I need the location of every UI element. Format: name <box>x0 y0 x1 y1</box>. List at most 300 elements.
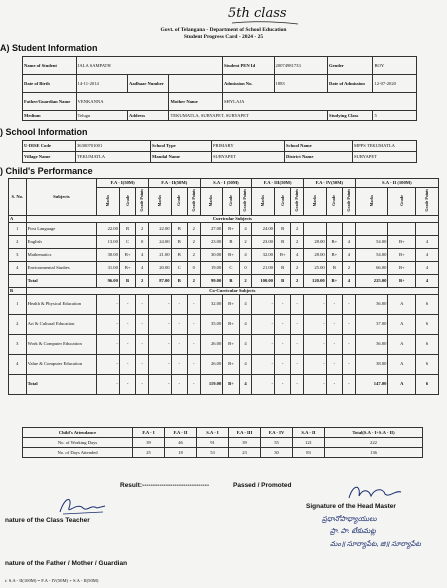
score-cell: - <box>343 294 356 314</box>
score-cell: 66.00 <box>355 261 388 274</box>
score-cell: A <box>388 374 416 394</box>
attendance-row <box>23 448 423 458</box>
admno-label: Admission No. <box>222 75 274 93</box>
udise-label: U-DISE Code <box>23 141 76 152</box>
score-cell: B <box>274 274 290 287</box>
score-cell: - <box>171 354 187 374</box>
score-cell: - <box>187 374 200 394</box>
score-cell: B+ <box>119 248 135 261</box>
grade-subheader: Grade <box>398 194 404 206</box>
score-cell: B+ <box>223 334 239 354</box>
student-address: TEKUMATLA, SURYAPET, SURYAPET <box>169 111 328 121</box>
student-pen: 20074981733 <box>274 57 328 75</box>
student-doa: 12-07-2020 <box>373 75 417 93</box>
school-name: MPPS TEKUMATLA <box>353 141 417 152</box>
student-info-table <box>22 56 417 121</box>
score-cell: 4 <box>343 248 356 261</box>
school-name-label: School Name <box>285 141 353 152</box>
score-cell: 0 <box>239 261 252 274</box>
score-cell: 225.00 <box>355 274 388 287</box>
score-cell: B+ <box>388 235 416 248</box>
score-cell: 22.00 <box>148 222 171 235</box>
score-cell: 37.00 <box>355 314 388 334</box>
score-cell: 6 <box>416 334 439 354</box>
attendance-value: 30 <box>261 448 293 458</box>
score-cell: - <box>148 334 171 354</box>
attendance-row <box>23 438 423 448</box>
footnote: i: S.A - II(100M) = F.A - IV(50M) + S.A - II(50M) <box>5 578 99 583</box>
grade-points-subheader: Grade Points <box>190 189 196 212</box>
score-cell: 23.00 <box>252 235 275 248</box>
score-cell: B+ <box>223 294 239 314</box>
attendance-label: No. of Working Days <box>23 438 133 448</box>
dob-label: Date of Birth <box>23 75 77 93</box>
attendance-value: 25 <box>133 448 165 458</box>
attendance-value: 39 <box>229 438 261 448</box>
score-cell: - <box>304 334 327 354</box>
attendance-header: F.A - II <box>165 428 197 438</box>
score-cell: B <box>274 261 290 274</box>
score-cell: 21.00 <box>148 248 171 261</box>
score-cell: - <box>326 334 342 354</box>
section-a-label: A <box>9 215 27 222</box>
score-cell: - <box>97 334 120 354</box>
row-number <box>9 274 27 287</box>
grade-points-subheader-cell <box>187 188 200 216</box>
student-dob: 14-11-2014 <box>76 75 128 93</box>
row-number: 1 <box>9 222 27 235</box>
score-cell: 2 <box>187 248 200 261</box>
score-cell: 28.00 <box>304 248 327 261</box>
score-cell: 4 <box>136 261 149 274</box>
row-number: 4 <box>9 354 27 374</box>
score-cell: 4 <box>416 248 439 261</box>
attendance-header: S.A - II <box>293 428 325 438</box>
handwritten-class-note: 5th class <box>228 6 287 21</box>
score-cell: 4 <box>239 334 252 354</box>
score-cell: 23.00 <box>200 235 223 248</box>
grade-points-subheader-cell <box>343 188 356 216</box>
score-cell: - <box>304 354 327 374</box>
score-cell: - <box>148 294 171 314</box>
grade-points-subheader: Grade Points <box>242 189 248 212</box>
score-cell: - <box>326 374 342 394</box>
score-cell <box>343 222 356 235</box>
cocurricular-row <box>9 354 439 374</box>
score-cell: - <box>136 294 149 314</box>
attendance-header: S.A - I <box>197 428 229 438</box>
marks-subheader: Marks <box>156 194 162 206</box>
attendance-value: 136 <box>325 448 423 458</box>
score-cell: 13.00 <box>97 235 120 248</box>
doa-label: Date of Admission <box>328 75 373 93</box>
score-cell: - <box>171 334 187 354</box>
marks-subheader: Marks <box>368 194 374 206</box>
grade-subheader: Grade <box>176 194 182 206</box>
student-medium: Telugu <box>76 111 128 121</box>
marks-subheader-cell <box>97 188 120 216</box>
score-cell: C <box>223 261 239 274</box>
attendance-table <box>22 427 423 458</box>
grade-points-subheader: Grade Points <box>294 189 300 212</box>
score-cell: 2 <box>187 274 200 287</box>
score-cell: - <box>291 374 304 394</box>
subject-name: Mathematics <box>26 248 97 261</box>
score-cell: 2 <box>187 235 200 248</box>
score-cell: B+ <box>388 261 416 274</box>
score-cell: 30.00 <box>200 248 223 261</box>
curricular-row <box>9 274 439 287</box>
score-cell: - <box>252 294 275 314</box>
score-cell: - <box>187 334 200 354</box>
gender-label: Gender <box>328 57 373 75</box>
score-cell: 2 <box>291 261 304 274</box>
cocurricular-row <box>9 294 439 314</box>
score-cell: 4 <box>343 235 356 248</box>
score-cell: 35.00 <box>200 314 223 334</box>
score-cell: B+ <box>326 274 342 287</box>
score-cell: - <box>326 314 342 334</box>
score-cell: 96.00 <box>97 274 120 287</box>
score-cell: - <box>136 314 149 334</box>
attendance-header: F.A - IV <box>261 428 293 438</box>
section-b-label: B <box>9 287 27 294</box>
grade-subheader-cell <box>119 188 135 216</box>
head-master-signature <box>345 480 405 504</box>
grade-subheader: Grade <box>331 194 337 206</box>
score-cell: 120.00 <box>304 274 327 287</box>
score-cell: A <box>388 334 416 354</box>
score-cell: 31.00 <box>97 261 120 274</box>
score-cell: - <box>304 314 327 334</box>
score-cell: 119.00 <box>200 374 223 394</box>
score-cell: - <box>119 314 135 334</box>
score-cell: 36.00 <box>355 294 388 314</box>
grade-points-subheader: Grade Points <box>139 189 145 212</box>
medium-label: Medium <box>23 111 77 121</box>
score-cell: - <box>148 374 171 394</box>
class-teacher-signature <box>55 494 110 518</box>
score-cell <box>326 222 342 235</box>
score-cell: 87.00 <box>148 274 171 287</box>
marks-subheader: Marks <box>105 194 111 206</box>
score-cell: - <box>119 354 135 374</box>
student-father: VENKANNA <box>76 93 169 111</box>
score-cell: B+ <box>119 261 135 274</box>
exam-header: F.A - III(50M) <box>252 179 304 188</box>
score-cell: 2 <box>136 274 149 287</box>
curricular-row <box>9 261 439 274</box>
score-cell: 2 <box>291 235 304 248</box>
score-cell: - <box>97 374 120 394</box>
score-cell: - <box>291 334 304 354</box>
grade-subheader: Grade <box>124 194 130 206</box>
score-cell: - <box>171 294 187 314</box>
grade-subheader-cell <box>223 188 239 216</box>
score-cell: 2 <box>136 222 149 235</box>
village-label: Village Name <box>23 152 76 163</box>
attendance-value: 121 <box>293 438 325 448</box>
attendance-value: 23 <box>229 448 261 458</box>
attendance-header: Total(S.A - I+S.A - II) <box>325 428 423 438</box>
section-school-info: ) School Information <box>0 127 88 137</box>
score-cell: - <box>119 294 135 314</box>
attendance-label: No. of Days Attended <box>23 448 133 458</box>
score-cell: 2 <box>239 235 252 248</box>
exam-header: F.A - IV(50M) <box>304 179 356 188</box>
subject-name: Health & Physical Education <box>26 294 97 314</box>
grade-points-subheader-cell <box>136 188 149 216</box>
grade-points-subheader: Grade Points <box>424 189 430 212</box>
subject-name: Total <box>26 274 97 287</box>
parent-label: nature of the Father / Mother / Guardian <box>5 560 128 567</box>
stamp-line3: మం॥ సూర్యాపేట, జి॥ సూర్యాపేట <box>330 540 421 548</box>
score-cell: B+ <box>388 274 416 287</box>
score-cell: - <box>187 314 200 334</box>
exam-header: F.A - I(50M) <box>97 179 149 188</box>
score-cell: 19.00 <box>200 261 223 274</box>
grade-points-subheader: Grade Points <box>345 189 351 212</box>
score-cell: B <box>171 235 187 248</box>
score-cell: 4 <box>343 274 356 287</box>
score-cell: 24.00 <box>252 222 275 235</box>
score-cell: 21.00 <box>252 261 275 274</box>
score-cell: - <box>343 314 356 334</box>
marks-subheader: Marks <box>208 194 214 206</box>
attendance-header: F.A - I <box>133 428 165 438</box>
score-cell: B+ <box>223 222 239 235</box>
score-cell: B <box>171 274 187 287</box>
score-cell: 27.00 <box>200 222 223 235</box>
score-cell: 32.00 <box>200 294 223 314</box>
score-cell: 6 <box>416 314 439 334</box>
score-cell <box>388 222 416 235</box>
row-number: 4 <box>9 261 27 274</box>
school-village: TEKUMATLA <box>76 152 151 163</box>
marks-subheader-cell <box>355 188 388 216</box>
cocurricular-row <box>9 334 439 354</box>
score-cell: 26.00 <box>200 354 223 374</box>
score-cell: 22.00 <box>97 222 120 235</box>
name-label: Name of Student <box>23 57 77 75</box>
score-cell: - <box>136 354 149 374</box>
score-cell: - <box>274 314 290 334</box>
score-cell: B <box>223 235 239 248</box>
subject-name: First Language <box>26 222 97 235</box>
result-value: Passed / Promoted <box>233 482 292 489</box>
score-cell: B+ <box>223 374 239 394</box>
score-cell: 4 <box>239 294 252 314</box>
student-aadhaar <box>169 75 223 93</box>
score-cell: 6 <box>416 374 439 394</box>
score-cell: 2 <box>187 222 200 235</box>
attendance-value: 46 <box>165 438 197 448</box>
score-cell: - <box>148 354 171 374</box>
attendance-value: 55 <box>261 438 293 448</box>
score-cell: B+ <box>326 235 342 248</box>
curricular-row <box>9 235 439 248</box>
score-cell: B+ <box>223 354 239 374</box>
score-cell: 2 <box>291 274 304 287</box>
attendance-value: 222 <box>325 438 423 448</box>
score-cell: - <box>343 334 356 354</box>
score-cell: - <box>252 314 275 334</box>
score-cell: - <box>97 294 120 314</box>
student-studying: 5 <box>373 111 417 121</box>
score-cell: - <box>97 314 120 334</box>
score-cell: - <box>187 294 200 314</box>
score-cell: - <box>97 354 120 374</box>
score-cell: 2 <box>343 261 356 274</box>
score-cell: B+ <box>388 248 416 261</box>
exam-header: S.A - I (50M) <box>200 179 252 188</box>
score-cell: 99.00 <box>200 274 223 287</box>
score-cell: 4 <box>416 261 439 274</box>
score-cell: 25.00 <box>304 261 327 274</box>
marks-subheader-cell <box>252 188 275 216</box>
score-cell: C <box>119 235 135 248</box>
score-cell: 4 <box>239 354 252 374</box>
score-cell: 4 <box>239 248 252 261</box>
score-cell: B <box>223 274 239 287</box>
score-cell: - <box>274 354 290 374</box>
score-cell: - <box>274 294 290 314</box>
school-info-table <box>22 140 417 163</box>
class-teacher-label: nature of the Class Teacher <box>5 517 90 524</box>
score-cell: 54.00 <box>355 235 388 248</box>
section-student-info: A) Student Information <box>0 43 98 53</box>
score-cell: - <box>171 314 187 334</box>
score-cell: - <box>291 294 304 314</box>
grade-subheader-cell <box>326 188 342 216</box>
row-number: 2 <box>9 235 27 248</box>
marks-subheader: Marks <box>311 194 317 206</box>
marks-subheader-cell <box>304 188 327 216</box>
grade-points-subheader-cell <box>416 188 439 216</box>
attendance-header: F.A - III <box>229 428 261 438</box>
score-cell: - <box>252 334 275 354</box>
attendance-value: 83 <box>293 448 325 458</box>
subject-name: English <box>26 235 97 248</box>
score-cell: 6 <box>416 354 439 374</box>
score-cell: 100.00 <box>252 274 275 287</box>
score-cell: C <box>171 261 187 274</box>
school-type: PRIMARY <box>212 141 285 152</box>
score-cell: 4 <box>416 235 439 248</box>
underline-scribble <box>230 20 300 26</box>
score-cell: 2 <box>291 222 304 235</box>
address-label: Address <box>128 111 169 121</box>
score-cell: B <box>171 248 187 261</box>
score-cell: B+ <box>274 248 290 261</box>
score-cell: - <box>304 374 327 394</box>
score-cell: - <box>304 294 327 314</box>
score-cell: B <box>171 222 187 235</box>
score-cell: 30.00 <box>97 248 120 261</box>
score-cell: B <box>274 222 290 235</box>
score-cell: B <box>274 235 290 248</box>
score-cell <box>304 222 327 235</box>
grade-subheader-cell <box>388 188 416 216</box>
father-label: Father/Guardian Name <box>23 93 77 111</box>
score-cell: - <box>291 354 304 374</box>
score-cell: - <box>119 374 135 394</box>
score-cell: B <box>119 274 135 287</box>
marks-subheader: Marks <box>260 194 266 206</box>
exam-header: S.A - II (100M) <box>355 179 438 188</box>
score-cell: 4 <box>136 248 149 261</box>
row-number: 3 <box>9 334 27 354</box>
subject-name: Total <box>26 374 97 394</box>
score-cell: B+ <box>326 248 342 261</box>
score-cell: - <box>343 354 356 374</box>
subjects-header: Subjects <box>26 179 97 216</box>
stamp-line2: ప్రా. పా. టేకుమట్ల <box>330 527 376 535</box>
score-cell: - <box>252 354 275 374</box>
score-cell: - <box>326 354 342 374</box>
row-number: 2 <box>9 314 27 334</box>
score-cell <box>355 222 388 235</box>
row-number: 1 <box>9 294 27 314</box>
row-number <box>9 374 27 394</box>
score-cell: B+ <box>223 248 239 261</box>
performance-table <box>8 178 439 395</box>
subject-name: Value & Computer Education <box>26 354 97 374</box>
student-mother: SHYLAJA <box>222 93 416 111</box>
curricular-row <box>9 222 439 235</box>
score-cell: 4 <box>239 314 252 334</box>
grade-subheader: Grade <box>279 194 285 206</box>
score-cell: - <box>119 334 135 354</box>
student-admno: 1883 <box>274 75 328 93</box>
marks-subheader-cell <box>200 188 223 216</box>
score-cell: 54.00 <box>355 248 388 261</box>
attendance-value: 18 <box>165 448 197 458</box>
score-cell: A <box>388 314 416 334</box>
school-udise: 36300701001 <box>76 141 151 152</box>
score-cell: - <box>274 374 290 394</box>
pen-label: Student PEN Id <box>222 57 274 75</box>
stamp-line1: ప్రధానోపాధ్యాయులు <box>322 515 377 523</box>
subject-name: Environmental Studies <box>26 261 97 274</box>
score-cell: B <box>119 222 135 235</box>
mother-label: Mother Name <box>169 93 223 111</box>
score-cell: - <box>326 294 342 314</box>
subject-name: Work & Computer Education <box>26 334 97 354</box>
score-cell: - <box>187 354 200 374</box>
score-cell: 38.00 <box>355 354 388 374</box>
cocurricular-heading: Co-Curricular Subjects <box>26 287 438 294</box>
score-cell: B <box>326 261 342 274</box>
score-cell: 4 <box>239 222 252 235</box>
student-name: JALA SAMPATH <box>76 57 222 75</box>
score-cell: 4 <box>416 274 439 287</box>
grade-points-subheader-cell <box>291 188 304 216</box>
result-label: Result:------------------------------- <box>120 482 210 489</box>
exam-header: F.A - II(50M) <box>148 179 200 188</box>
curricular-heading: Curricular Subjects <box>26 215 438 222</box>
attendance-value: 39 <box>133 438 165 448</box>
score-cell: 26.00 <box>200 334 223 354</box>
subject-name: Art & Cultural Education <box>26 314 97 334</box>
sno-header: S. No. <box>9 179 27 216</box>
score-cell: 36.00 <box>355 334 388 354</box>
score-cell: 4 <box>291 248 304 261</box>
attendance-value: 53 <box>197 448 229 458</box>
row-number: 3 <box>9 248 27 261</box>
studying-label: Studying Class <box>328 111 373 121</box>
score-cell: - <box>252 374 275 394</box>
